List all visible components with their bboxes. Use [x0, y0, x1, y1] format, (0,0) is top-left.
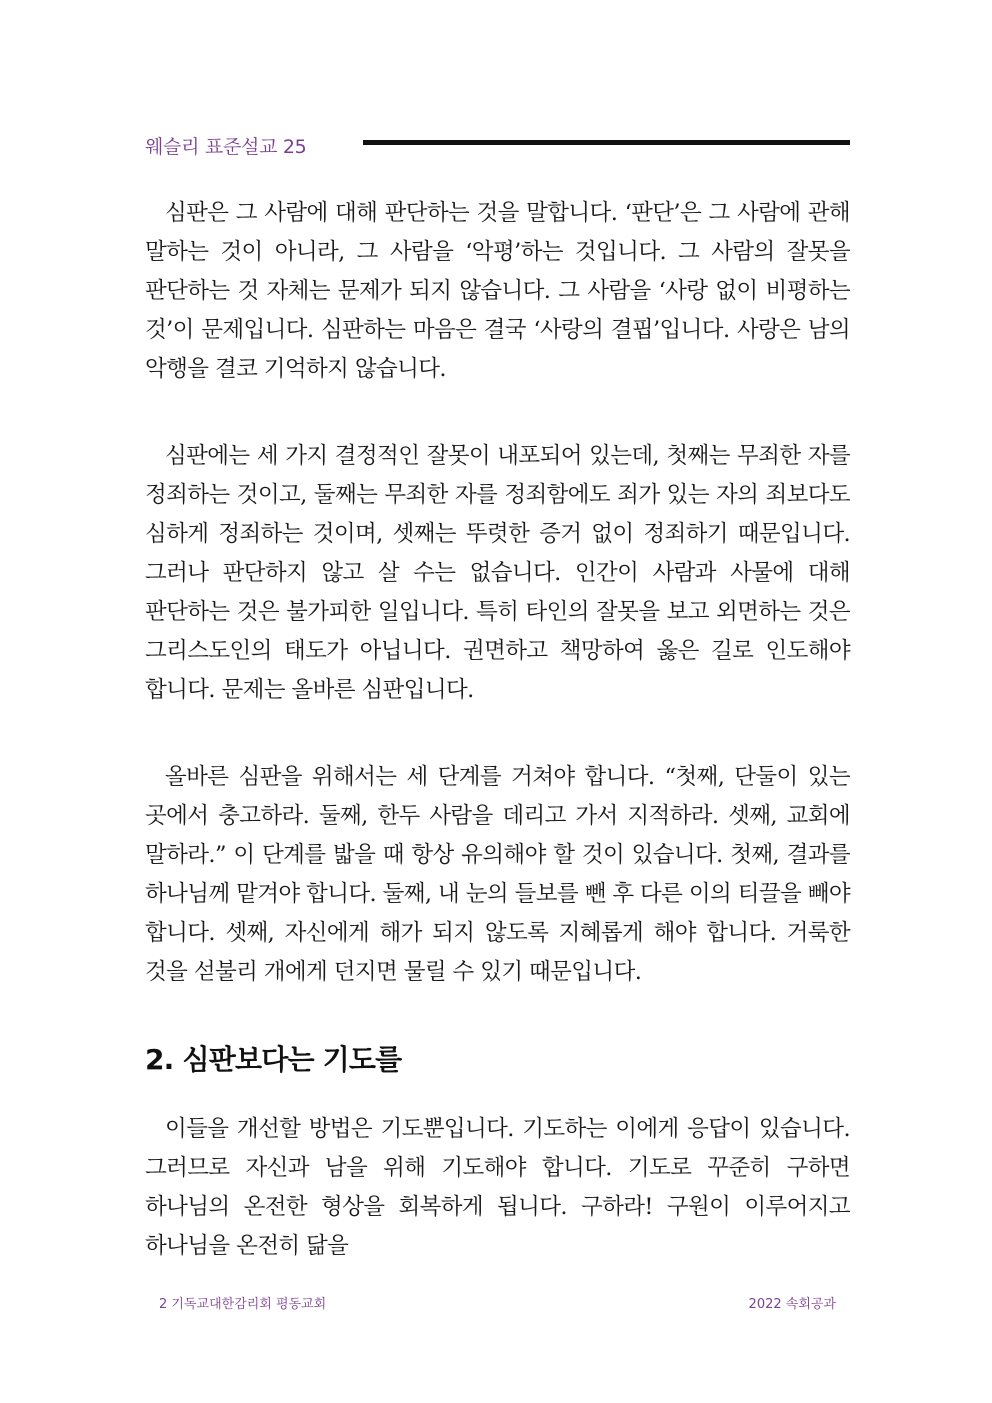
page-header	[145, 128, 850, 160]
body-paragraph-3: 올바른 심판을 위해서는 세 단계를 거쳐야 합니다. “첫째, 단둘이 있는 곳에서 충고하라. 둘째, 한두 사람을 데리고 가서 지적하라. 셋째, 교회에 말하라.” 이 단계를 밟을 때 항상 유의해야 할 것이 있습니다. 첫째, 결과를 하나님께 맡겨야 합니다. 둘째, 내 눈의 들보를 뺀 후 다른 이의 티끌을 빼야 합니다. 셋째, 자신에게 해가 되지 않도록 지혜롭게 해야 합니다. 거룩한 것을 섣불리 개에게 던지면 물릴 수 있기 때문입니다.	[145, 764, 850, 985]
body-paragraph-2: 심판에는 세 가지 결정적인 잘못이 내포되어 있는데, 첫째는 무죄한 자를 정죄하는 것이고, 둘째는 무죄한 자를 정죄함에도 죄가 있는 자의 죄보다도 심하게 정죄하는 것이며, 셋째는 뚜렷한 증거 없이 정죄하기 때문입니다. 그러나 판단하지 않고 살 수는 없습니다. 인간이 사람과 사물에 대해 판단하는 것은 불가피한 일입니다. 특히 타인의 잘못을 보고 외면하는 것은 그리스도인의 태도가 아닙니다. 권면하고 책망하여 옳은 길로 인도해야 합니다. 문제는 올바른 심판입니다.	[145, 443, 850, 703]
header-rule	[363, 140, 850, 145]
section-paragraph: 이들을 개선할 방법은 기도뿐입니다. 기도하는 이에게 응답이 있습니다. 그러므로 자신과 남을 위해 기도해야 합니다. 기도로 꾸준히 구하면 하나님의 온전한 형상을 회복하게 됩니다. 구하라! 구원이 이루어지고 하나님을 온전히 닮을	[145, 1116, 850, 1259]
section-heading: 2. 심판보다는 기도를	[145, 1043, 402, 1076]
footer-right-text: 2022 속회공과	[748, 1297, 836, 1312]
page-footer	[145, 1293, 850, 1313]
header-title: 웨슬리 표준설교 25	[145, 136, 307, 158]
page-body	[145, 194, 850, 1314]
footer-left-text: 2 기독교대한감리회 평동교회	[159, 1297, 327, 1312]
body-paragraph-1: 심판은 그 사람에 대해 판단하는 것을 말합니다. ‘판단’은 그 사람에 관해 말하는 것이 아니라, 그 사람을 ‘악평’하는 것입니다. 그 사람의 잘못을 판단하는 것 자체는 문제가 되지 않습니다. 그 사람을 ‘사랑 없이 비평하는 것’이 문제입니다. 심판하는 마음은 결국 ‘사랑의 결핍’입니다. 사랑은 남의 악행을 결코 기억하지 않습니다.	[145, 200, 850, 382]
